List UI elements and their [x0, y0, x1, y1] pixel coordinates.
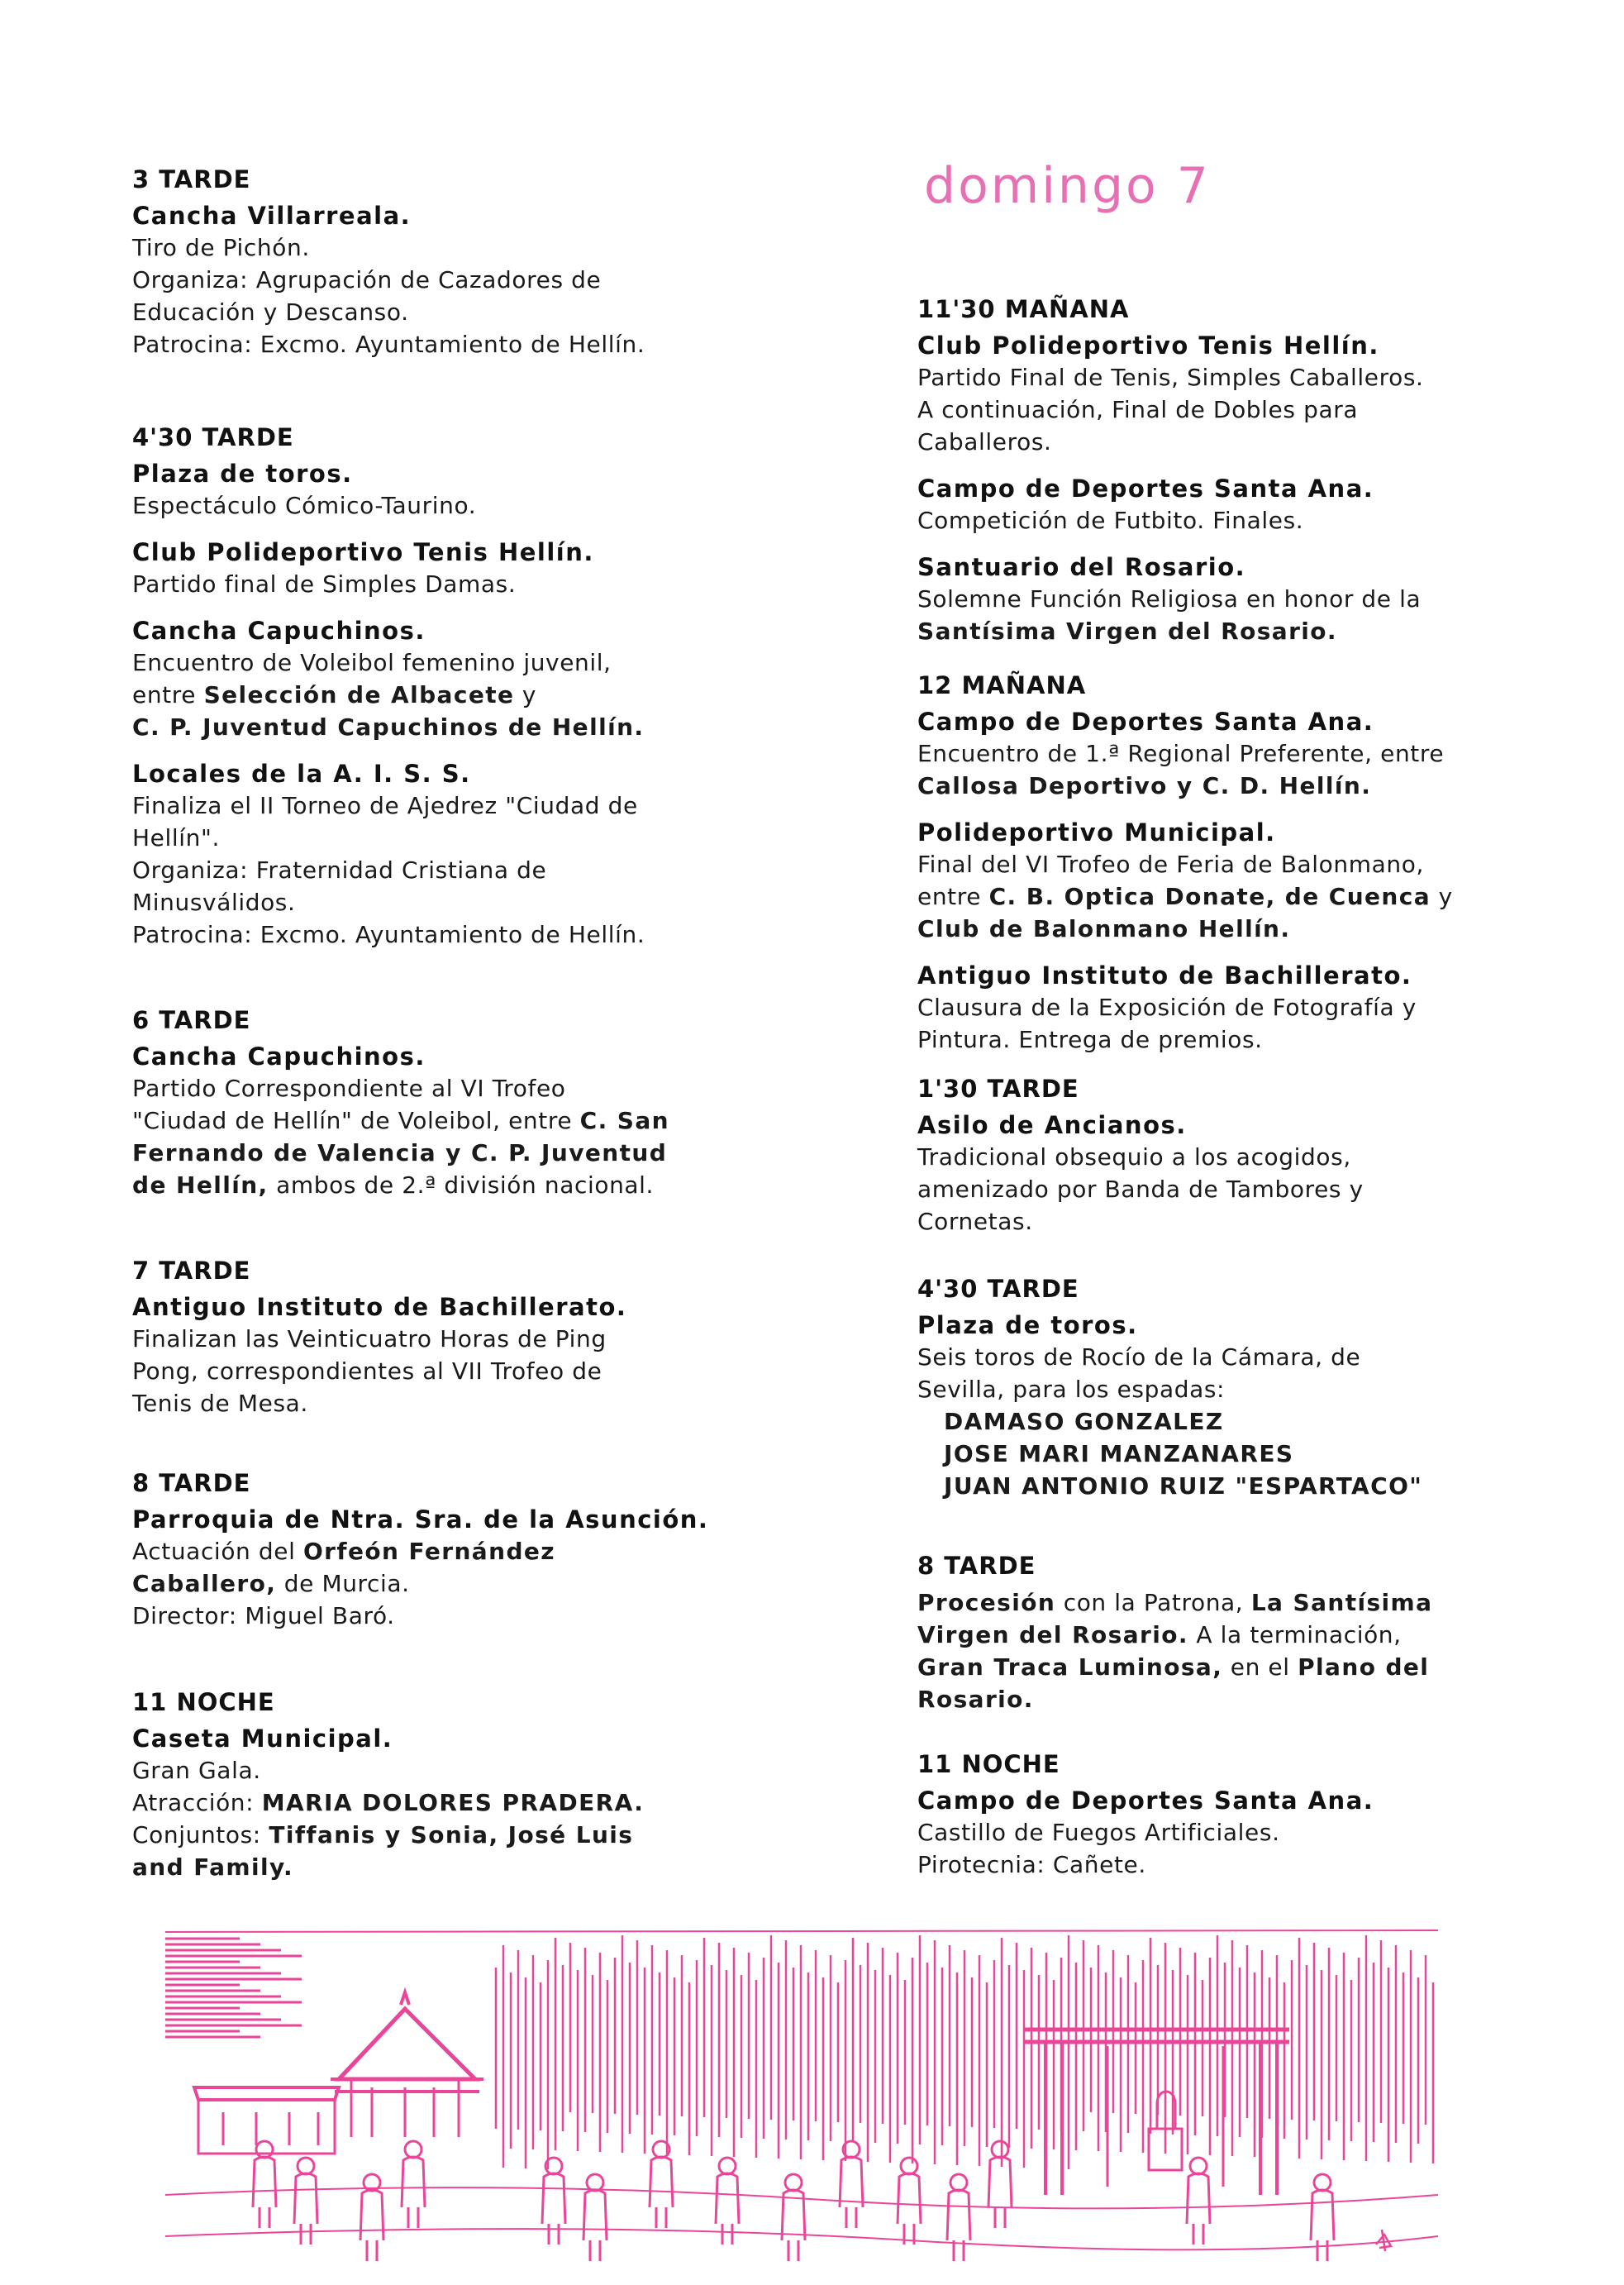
time-heading: 11 NOCHE — [132, 1688, 275, 1716]
event-item — [132, 1041, 744, 1201]
schedule-block — [132, 1004, 744, 1201]
event-line — [917, 1141, 1496, 1173]
time-heading: 6 TARDE — [132, 1006, 251, 1034]
text-segment: Castillo de Fuegos Artificiales. — [917, 1819, 1280, 1846]
text-segment: Director: Miguel Baró. — [132, 1602, 395, 1629]
event-place: Campo de Deportes Santa Ana. — [917, 708, 1374, 736]
text-segment: A la terminación, — [1188, 1621, 1402, 1648]
text-segment: DAMASO GONZALEZ — [944, 1408, 1224, 1435]
event-place: Club Polideportivo Tenis Hellín. — [132, 538, 594, 566]
event-line — [132, 328, 744, 360]
event-line — [917, 583, 1496, 615]
event-line — [132, 1355, 744, 1387]
event-item — [917, 1109, 1496, 1238]
event-line — [917, 1341, 1496, 1373]
text-segment: Fernando de Valencia y C. P. Juventud — [132, 1139, 668, 1166]
text-segment: de Murcia. — [276, 1570, 410, 1597]
text-segment: Finalizan las Veinticuatro Horas de Ping — [132, 1325, 607, 1352]
event-item — [132, 200, 744, 360]
event-line — [132, 854, 744, 886]
event-place: Campo de Deportes Santa Ana. — [917, 475, 1374, 503]
text-segment: entre — [132, 681, 204, 708]
event-line — [917, 1173, 1496, 1205]
text-segment: Clausura de la Exposición de Fotografía y — [917, 994, 1417, 1021]
event-line — [132, 264, 744, 296]
event-line — [132, 789, 744, 822]
time-heading: 8 TARDE — [917, 1552, 1036, 1580]
text-segment: Pintura. Entrega de premios. — [917, 1026, 1263, 1053]
text-segment: Pong, correspondientes al VII Trofeo de — [132, 1357, 602, 1385]
text-segment: Gran Traca Luminosa, — [917, 1653, 1223, 1681]
text-segment: amenizado por Banda de Tambores y — [917, 1176, 1364, 1203]
event-line — [917, 1205, 1496, 1238]
text-segment: Callosa Deportivo y C. D. Hellín. — [917, 772, 1372, 799]
event-line — [132, 1851, 744, 1883]
event-line — [132, 1169, 744, 1201]
time-heading: 4'30 TARDE — [917, 1275, 1079, 1303]
event-line — [917, 770, 1496, 802]
event-line — [917, 1651, 1496, 1683]
event-line — [917, 504, 1496, 537]
schedule-block — [132, 164, 744, 360]
event-item — [917, 551, 1496, 647]
event-line — [132, 711, 744, 743]
event-line — [917, 1849, 1496, 1881]
schedule-block — [917, 1550, 1496, 1715]
event-place: Plaza de toros. — [917, 1311, 1138, 1339]
event-place: Parroquia de Ntra. Sra. de la Asunción. — [132, 1505, 709, 1534]
text-segment: Actuación del — [132, 1538, 303, 1565]
event-place: Locales de la A. I. S. S. — [132, 760, 471, 788]
text-segment: Encuentro de Voleibol femenino juvenil, — [132, 649, 612, 676]
text-segment: Gran Gala. — [132, 1757, 261, 1784]
text-segment: Encuentro de 1.ª Regional Preferente, entre — [917, 740, 1445, 767]
event-place: Cancha Capuchinos. — [132, 1042, 426, 1071]
event-line — [132, 679, 744, 711]
event-place: Cancha Villarreala. — [132, 202, 412, 230]
schedule-block — [917, 1748, 1496, 1881]
text-segment: ambos de 2.ª división nacional. — [268, 1171, 655, 1199]
event-item — [132, 1723, 744, 1883]
text-segment: Organiza: Fraternidad Cristiana de — [132, 856, 547, 884]
event-line — [917, 1438, 1496, 1470]
event-line — [917, 1816, 1496, 1849]
event-line — [132, 1567, 744, 1600]
text-segment: Seis toros de Rocío de la Cámara, de — [917, 1343, 1361, 1371]
text-segment: de Hellín, — [132, 1171, 269, 1199]
text-segment: y — [514, 681, 537, 708]
text-segment: Caballero, — [132, 1570, 277, 1597]
text-segment: Competición de Futbito. Finales. — [917, 507, 1304, 534]
text-segment: Espectáculo Cómico-Taurino. — [132, 492, 477, 519]
text-segment: Santísima Virgen del Rosario. — [917, 618, 1337, 645]
schedule-block — [132, 1467, 744, 1632]
text-segment: y — [1431, 883, 1453, 910]
event-item — [132, 537, 744, 600]
event-place: Antiguo Instituto de Bachillerato. — [132, 1293, 627, 1321]
event-line — [917, 426, 1496, 458]
event-item — [132, 1504, 744, 1632]
text-segment: Partido Correspondiente al VI Trofeo — [132, 1075, 566, 1102]
text-segment: Finaliza el II Torneo de Ajedrez "Ciudad de — [132, 792, 638, 819]
text-segment: Educación y Descanso. — [132, 298, 409, 326]
text-segment: Tradicional obsequio a los acogidos, — [917, 1143, 1351, 1171]
event-line — [132, 1600, 744, 1632]
event-place: Polideportivo Municipal. — [917, 818, 1276, 847]
time-heading: 8 TARDE — [132, 1469, 251, 1497]
event-item — [917, 960, 1496, 1056]
event-line — [917, 848, 1496, 880]
time-heading: 11 NOCHE — [917, 1750, 1060, 1778]
event-line — [917, 1619, 1496, 1651]
text-segment: MARIA DOLORES PRADERA. — [261, 1789, 645, 1816]
event-item — [917, 1586, 1496, 1715]
event-line — [917, 1683, 1496, 1715]
text-segment: Rosario. — [917, 1686, 1034, 1713]
event-place: Campo de Deportes Santa Ana. — [917, 1786, 1374, 1815]
text-segment: Sevilla, para los espadas: — [917, 1376, 1226, 1403]
event-place: Santuario del Rosario. — [917, 553, 1246, 581]
event-line — [132, 1104, 744, 1137]
event-line — [132, 1387, 744, 1419]
event-line — [917, 615, 1496, 647]
fairground-sketch-illustration — [165, 1922, 1438, 2269]
event-item — [132, 615, 744, 743]
text-segment: en el — [1222, 1653, 1298, 1681]
event-line — [132, 1072, 744, 1104]
event-line — [132, 231, 744, 264]
text-segment: Partido final de Simples Damas. — [132, 570, 517, 598]
text-segment: Tiro de Pichón. — [132, 234, 310, 261]
text-segment: and Family. — [132, 1853, 294, 1881]
event-item — [917, 330, 1496, 458]
event-place: Plaza de toros. — [132, 460, 353, 488]
schedule-block — [917, 293, 1496, 647]
text-segment: La Santísima — [1250, 1589, 1433, 1616]
event-line — [917, 1586, 1496, 1619]
event-line — [132, 1535, 744, 1567]
event-line — [132, 1754, 744, 1786]
text-segment: Selección de Albacete — [203, 681, 515, 708]
event-line — [917, 880, 1496, 913]
text-segment: Caballeros. — [917, 428, 1052, 456]
event-place: Antiguo Instituto de Bachillerato. — [917, 961, 1412, 990]
schedule-block — [917, 670, 1496, 1056]
schedule-block — [917, 1073, 1496, 1238]
event-line — [132, 489, 744, 522]
event-place: Asilo de Ancianos. — [917, 1111, 1187, 1139]
text-segment: Patrocina: Excmo. Ayuntamiento de Hellín. — [132, 921, 645, 948]
event-line — [917, 1023, 1496, 1056]
event-place: Club Polideportivo Tenis Hellín. — [917, 332, 1379, 360]
text-segment: C. San — [579, 1107, 669, 1134]
event-line — [132, 1137, 744, 1169]
time-heading: 1'30 TARDE — [917, 1075, 1079, 1103]
text-segment: Atracción: — [132, 1789, 262, 1816]
event-item — [917, 817, 1496, 945]
event-line — [132, 646, 744, 679]
text-segment: Cornetas. — [917, 1208, 1033, 1235]
text-segment: Pirotecnia: Cañete. — [917, 1851, 1146, 1878]
time-heading: 4'30 TARDE — [132, 423, 294, 451]
event-item — [917, 473, 1496, 537]
event-line — [132, 1786, 744, 1819]
event-line — [132, 1323, 744, 1355]
event-line — [917, 991, 1496, 1023]
event-line — [132, 886, 744, 918]
event-line — [917, 1373, 1496, 1405]
schedule-block — [132, 422, 744, 951]
text-segment: JUAN ANTONIO RUIZ "ESPARTACO" — [944, 1472, 1423, 1500]
event-item — [917, 1309, 1496, 1502]
text-segment: Minusválidos. — [132, 889, 296, 916]
day-title: domingo 7 — [924, 157, 1211, 215]
text-segment: Procesión — [917, 1589, 1056, 1616]
event-line — [132, 568, 744, 600]
text-segment: "Ciudad de Hellín" de Voleibol, entre — [132, 1107, 580, 1134]
event-item — [132, 758, 744, 951]
text-segment: C. B. Optica Donate, de Cuenca — [988, 883, 1431, 910]
event-line — [132, 822, 744, 854]
event-place: Caseta Municipal. — [132, 1724, 393, 1753]
schedule-block — [917, 1273, 1496, 1502]
event-line — [917, 361, 1496, 394]
text-segment: Tiffanis y Sonia, José Luis — [269, 1821, 634, 1849]
text-segment: C. P. Juventud Capuchinos de Hellín. — [132, 713, 645, 741]
event-line — [132, 1819, 744, 1851]
event-item — [132, 458, 744, 522]
text-segment: Final del VI Trofeo de Feria de Balonmano, — [917, 851, 1424, 878]
event-line — [917, 394, 1496, 426]
event-item — [917, 706, 1496, 802]
text-segment: Organiza: Agrupación de Cazadores de — [132, 266, 602, 293]
text-segment: Partido Final de Tenis, Simples Caballeros. — [917, 364, 1424, 391]
schedule-block — [132, 1686, 744, 1883]
text-segment: Hellín". — [132, 824, 220, 852]
schedule-block — [132, 1255, 744, 1419]
event-line — [917, 1470, 1496, 1502]
event-line — [917, 913, 1496, 945]
text-segment: con la Patrona, — [1055, 1589, 1251, 1616]
text-segment: Plano del — [1298, 1653, 1430, 1681]
time-heading: 11'30 MAÑANA — [917, 295, 1130, 323]
text-segment: Club de Balonmano Hellín. — [917, 915, 1291, 942]
text-segment: Patrocina: Excmo. Ayuntamiento de Hellín. — [132, 331, 645, 358]
time-heading: 12 MAÑANA — [917, 671, 1087, 699]
time-heading: 3 TARDE — [132, 165, 251, 193]
event-line — [132, 296, 744, 328]
text-segment: A continuación, Final de Dobles para — [917, 396, 1359, 423]
time-heading: 7 TARDE — [132, 1257, 251, 1285]
text-segment: Orfeón Fernández — [302, 1538, 555, 1565]
text-segment: Conjuntos: — [132, 1821, 269, 1849]
text-segment: Tenis de Mesa. — [132, 1390, 308, 1417]
text-segment: Solemne Función Religiosa en honor de la — [917, 585, 1422, 613]
event-item — [917, 1785, 1496, 1881]
event-line — [132, 918, 744, 951]
event-place: Cancha Capuchinos. — [132, 617, 426, 645]
text-segment: JOSE MARI MANZANARES — [944, 1440, 1294, 1467]
text-segment: Virgen del Rosario. — [917, 1621, 1188, 1648]
event-line — [917, 737, 1496, 770]
event-item — [132, 1291, 744, 1419]
text-segment: entre — [917, 883, 989, 910]
event-line — [917, 1405, 1496, 1438]
